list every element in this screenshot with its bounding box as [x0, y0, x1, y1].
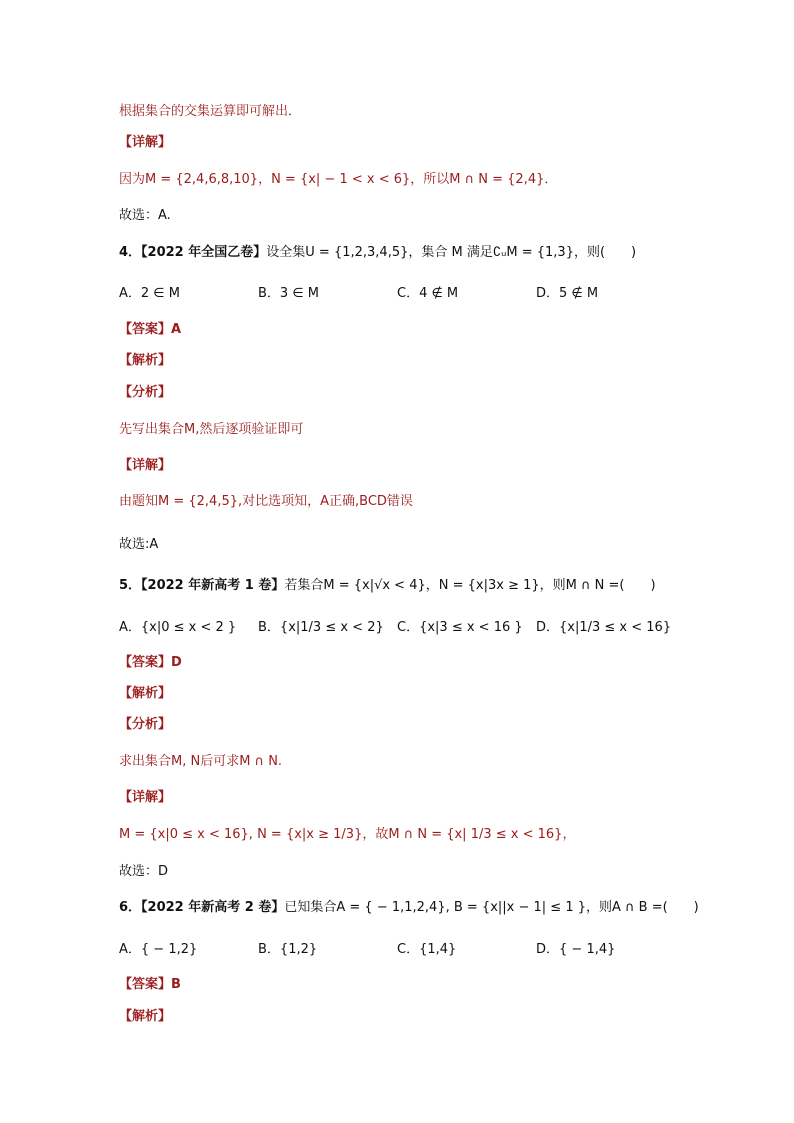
- q4-option-d: D．5 ∉ M: [536, 286, 599, 301]
- q5-option-d: D．{x|1/3 ≤ x < 16}: [536, 620, 672, 635]
- analysis-text: 先写出集合M,然后逐项验证即可: [119, 422, 304, 437]
- q6-option-a: A．{ − 1,2}: [119, 942, 198, 957]
- q4-option-c: C．4 ∉ M: [397, 286, 459, 301]
- q6-option-b: B．{1,2}: [258, 942, 318, 957]
- solution-heading: 【解析】: [119, 686, 172, 701]
- solution-heading: 【解析】: [119, 1009, 172, 1024]
- q6-option-d: D．{ − 1,4}: [536, 942, 616, 957]
- detail-text: M = {x|0 ≤ x < 16}, N = {x|x ≥ 1/3}，故M ∩ N = {x| 1/3 ≤ x < 16}，: [119, 827, 576, 842]
- q4-option-b: B．3 ∈ M: [258, 286, 319, 301]
- detail-text: 由题知M = {2,4,5},对比选项知，A正确,BCD错误: [119, 494, 413, 509]
- analysis-heading: 【分析】: [119, 717, 172, 732]
- question-source: 4．【2022 年全国乙卷】: [119, 245, 267, 260]
- answer-label: 【答案】D: [119, 655, 182, 670]
- question-5: [119, 577, 656, 595]
- detail-heading: 【详解】: [119, 135, 172, 150]
- question-source: 5．【2022 年新高考 1 卷】: [119, 578, 285, 593]
- solution-heading: 【解析】: [119, 353, 172, 368]
- question-4: [119, 244, 636, 262]
- detail-heading: 【详解】: [119, 790, 172, 805]
- choice-line: 故选：A.: [119, 208, 171, 223]
- question-source: 6．【2022 年新高考 2 卷】: [119, 900, 285, 915]
- answer-label: 【答案】A: [119, 322, 182, 337]
- answer-label: 【答案】B: [119, 977, 181, 992]
- q5-option-c: C．{x|3 ≤ x < 16 }: [397, 620, 523, 635]
- analysis-text: 求出集合M, N后可求M ∩ N.: [119, 754, 283, 769]
- detail-text: 因为M = {2,4,6,8,10}，N = {x| − 1 < x < 6}，所以M ∩ N = {2,4}．: [119, 172, 558, 187]
- q5-option-b: B．{x|1/3 ≤ x < 2}: [258, 620, 384, 635]
- analysis-heading: 【分析】: [119, 385, 172, 400]
- q4-option-a: A．2 ∈ M: [119, 286, 180, 301]
- choice-line: 故选：D: [119, 864, 169, 879]
- question-text: 若集合M = {x|√x < 4}，N = {x|3x ≥ 1}，则M ∩ N =( ): [284, 578, 656, 593]
- detail-heading: 【详解】: [119, 458, 172, 473]
- question-text: 已知集合A = { − 1,1,2,4}, B = {x||x − 1| ≤ 1 }，则A ∩ B =( ): [284, 900, 699, 915]
- choice-line: 故选:A: [119, 537, 159, 552]
- analysis-text: 根据集合的交集运算即可解出．: [119, 104, 302, 119]
- question-6: [119, 899, 699, 917]
- q6-option-c: C．{1,4}: [397, 942, 457, 957]
- q5-option-a: A．{x|0 ≤ x < 2 }: [119, 620, 237, 635]
- question-text: 设全集U = {1,2,3,4,5}，集合 M 满足∁ᵤM = {1,3}，则( ): [266, 245, 637, 260]
